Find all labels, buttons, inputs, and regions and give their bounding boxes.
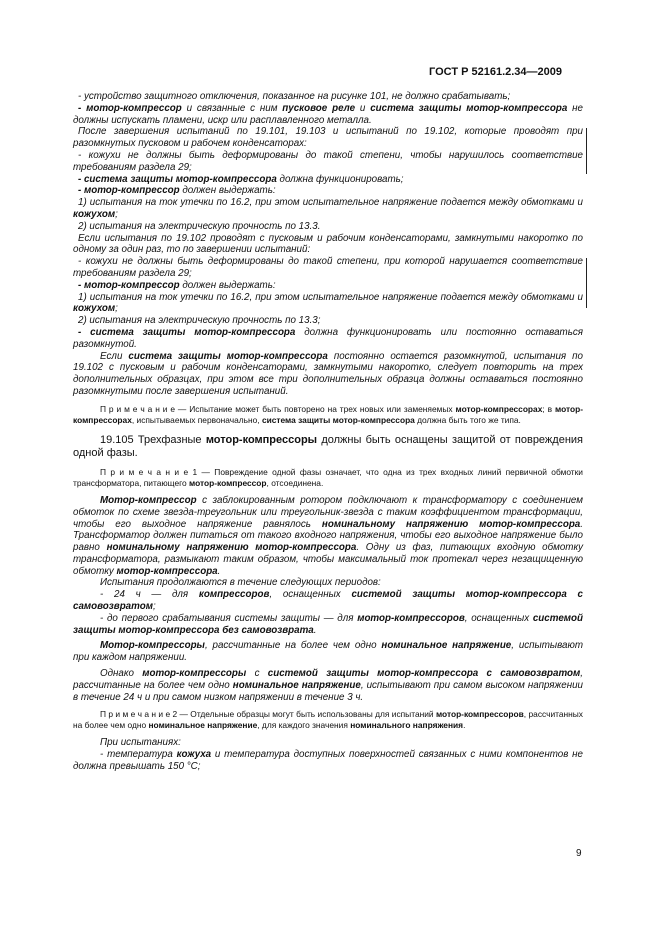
paragraph-strength-test-2: 2) испытания на электрическую прочность по 13.3; [78, 315, 321, 327]
paragraph-24h: - 24 ч — для компрессоров, оснащенных системой защиты мотор-компрессора с самовозвратом; [73, 589, 583, 613]
paragraph-locked-rotor: Мотор-компрессор с заблокированным ротором подключают к трансформатору с соединением обмоток по схеме звезда-треугольник или треугольник-звезда с таким коэффициентом трансформации, чтобы его выходное напряжение равнялось номинальному напряжению мотор-компрессора. Трансформатор должен питаться от такого входного напряжения, чтобы его выходное напряжение было равно номинальному напряжению мотор-компрессора. Одну из фаз, питающих входную обмотку трансформатора, размыкают таким образом, чтобы максимальный ток протекал через незащищенную обмотку мотор-компрессора. [73, 494, 583, 577]
paragraph-test-periods: Испытания продолжаются в течение следующих периодов: [100, 577, 381, 589]
paragraph-enclosure: - кожухи не должны быть деформированы до такой степени, чтобы нарушилось соответствие требованиям раздела 29; [73, 149, 583, 173]
paragraph-rcd: - устройство защитного отключения, показанное на рисунке 101, не должно срабатывать; [78, 91, 511, 102]
paragraph-leakage-test-2: 1) испытания на ток утечки по 16.2, при этом испытательное напряжение подается между обмотками и кожухом; [73, 291, 583, 315]
note-1: П р и м е ч а н и е — Испытание может быть повторено на трех новых или заменяемых мотор-компрессорах; в мотор-компрессорах, испытываемых первоначально, система защиты мотор-компрессора должна быть того же типа. [73, 403, 583, 425]
paragraph-enclosure-2: - кожухи не должны быть деформированы до такой степени, при которой нарушается соответствие требованиям раздела 29; [73, 256, 583, 279]
paragraph-repeat-tests: Если система защиты мотор-компрессора постоянно остается разомкнутой, испытания по 19.102 с пусковым и рабочим конденсаторами, замкнутыми накоротко, следует повторить на трех дополнительных образцах, при этом все три дополнительных образца должны оставаться постоянно разомкнутыми после завершения испытаний. [73, 350, 583, 397]
change-bar [586, 128, 587, 174]
standard-header: ГОСТ Р 52161.2.34—2009 [429, 66, 563, 78]
page-number: 9 [576, 848, 582, 859]
paragraph-withstand: - мотор-компрессор должен выдержать: [78, 185, 276, 197]
paragraph-during-tests: При испытаниях: [100, 737, 181, 749]
paragraph-each-voltage: Мотор-компрессоры, рассчитанные на более чем одно номинальное напряжение, испытывают при каждом напряжении. [73, 640, 584, 664]
paragraph-temperature: - температура кожуха и температура доступных поверхностей связанных с ними компонентов не должна превышать 150 °С; [73, 749, 584, 773]
paragraph-protection-function-2: - система защиты мотор-компрессора должна функционировать или постоянно оставаться разомкнутой. [73, 326, 583, 350]
paragraph-however: Однако мотор-компрессоры с системой защиты мотор-компрессора с самовозвратом, рассчитанные на более чем одно номинальное напряжение, испытывают при самом высоком напряжении в течение 24 ч и при самом низком напряжении в течение 3 ч. [73, 668, 584, 703]
paragraph-withstand-2: - мотор-компрессор должен выдержать: [78, 279, 276, 291]
paragraph-after-tests: После завершения испытаний по 19.101, 19.103 и испытаний по 19.102, которые проводят при разомкнутых пусковом и рабочем конденсаторах: [73, 126, 583, 150]
note-2: П р и м е ч а н и е 1 — Повреждение одной фазы означает, что одна из трех входных линий первичной обмотки трансформатора, питающего мотор-компрессор, отсоединена. [73, 466, 583, 488]
document-body [73, 91, 583, 773]
paragraph-no-flames: - мотор-компрессор и связанные с ним пусковое реле и система защиты мотор-компрессора не должны испускать пламени, искр или расплавленного металла. [73, 102, 583, 126]
paragraph-protection-function: - система защиты мотор-компрессора должна функционировать; [78, 173, 404, 185]
paragraph-first-trip: - до первого срабатывания системы защиты — для мотор-компрессоров, оснащенных системой защиты мотор-компрессора без самовозврата. [73, 612, 583, 636]
paragraph-leakage-test: 1) испытания на ток утечки по 16.2, при этом испытательное напряжение подается между обмотками и кожухом; [73, 197, 583, 220]
note-3: П р и м е ч а н и е 2 — Отдельные образцы могут быть использованы для испытаний мотор-компрессоров, рассчитанных на более чем одно номинальное напряжение, для каждого значения номинального напряжения. [73, 709, 583, 731]
paragraph-strength-test: 2) испытания на электрическую прочность по 13.3. [78, 220, 321, 232]
clause-19-105: 19.105 Трехфазные мотор-компрессоры должны быть оснащены защитой от повреждения одной фазы. [73, 433, 583, 460]
change-bar [586, 258, 587, 308]
paragraph-shorted-capacitors: Если испытания по 19.102 проводят с пусковым и рабочим конденсаторами, замкнутыми накоротко по одному за один раз, то по завершении испытаний: [73, 232, 583, 256]
